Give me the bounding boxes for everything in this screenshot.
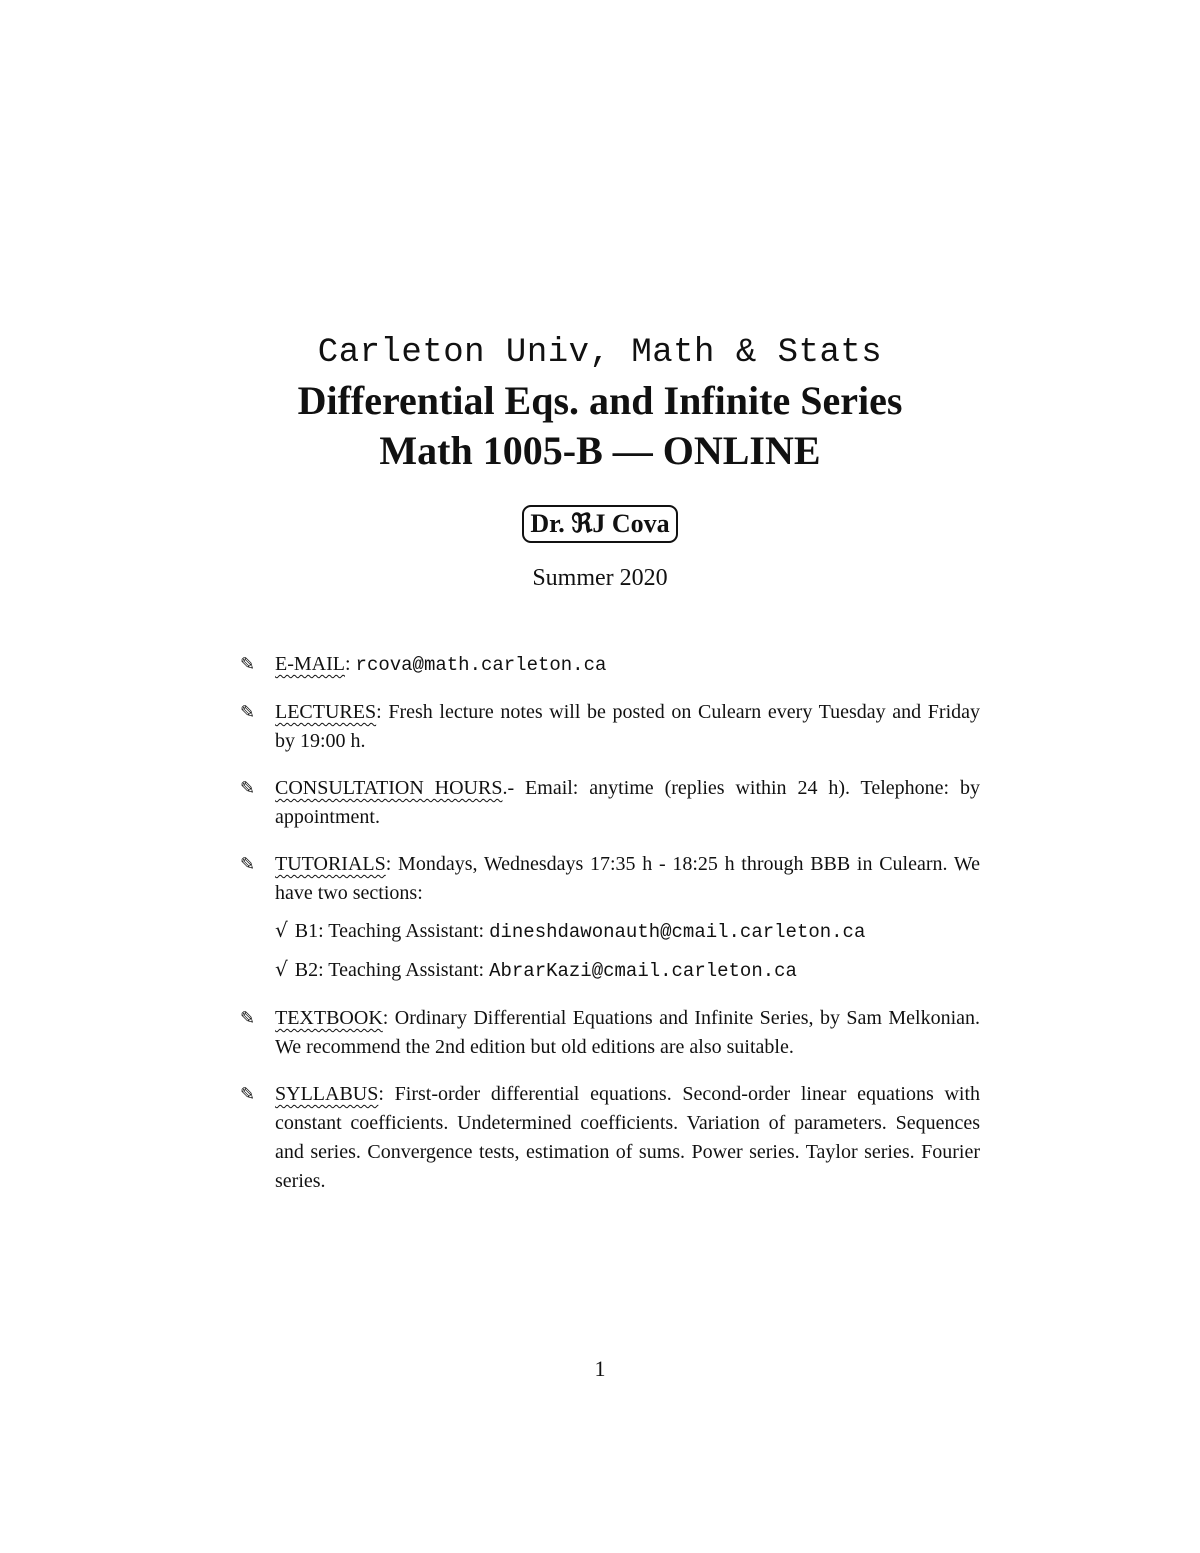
course-code: Math 1005-B — ONLINE bbox=[379, 428, 821, 473]
section-b2-email[interactable]: AbrarKazi@cmail.carleton.ca bbox=[489, 960, 797, 982]
section-b1-prefix: B1: Teaching Assistant: bbox=[294, 920, 485, 942]
instructor-wrap bbox=[0, 505, 1200, 543]
pencil-icon: ✎ bbox=[240, 854, 256, 875]
check-icon: √ bbox=[275, 918, 288, 942]
textbook-sep: : bbox=[382, 1007, 389, 1029]
tutorials-sep: : bbox=[385, 853, 392, 875]
course-title: Differential Eqs. and Infinite Series bbox=[297, 378, 903, 423]
item-consultation bbox=[240, 774, 980, 832]
item-tutorials bbox=[240, 850, 980, 986]
tutorials-label: TUTORIALS bbox=[275, 853, 386, 875]
university-line: Carleton Univ, Math & Stats bbox=[317, 334, 883, 372]
item-textbook bbox=[240, 1004, 980, 1062]
tutorials-text: Mondays, Wednesdays 17:35 h - 18:25 h through BBB in Culearn. We have two sections: bbox=[275, 853, 981, 904]
lectures-sep: : bbox=[376, 701, 382, 723]
tutorial-section-b2 bbox=[275, 955, 980, 986]
item-lectures bbox=[240, 698, 980, 756]
instructor-box: Dr. ℜJ Cova bbox=[522, 505, 677, 543]
check-icon: √ bbox=[275, 957, 288, 981]
lectures-text: Fresh lecture notes will be posted on Culearn every Tuesday and Friday by 19:00 h. bbox=[275, 701, 981, 752]
item-syllabus bbox=[240, 1080, 980, 1196]
tutorial-section-b1 bbox=[275, 916, 980, 947]
pencil-icon: ✎ bbox=[240, 1084, 256, 1105]
term: Summer 2020 bbox=[532, 565, 668, 591]
item-email bbox=[240, 650, 980, 680]
email-label: E-MAIL bbox=[275, 653, 345, 675]
syllabus-label: SYLLABUS bbox=[275, 1083, 379, 1105]
email-sep: : bbox=[344, 653, 351, 675]
pencil-icon: ✎ bbox=[240, 702, 256, 723]
page-number: 1 bbox=[594, 1356, 606, 1381]
term-wrap bbox=[0, 562, 1200, 594]
textbook-text: Ordinary Differential Equations and Infinite Series, by Sam Melkonian. We recommend the 2nd edition but old editions are also suitable. bbox=[275, 1007, 981, 1058]
consultation-text: Email: anytime (replies within 24 h). Telephone: by appointment. bbox=[275, 777, 980, 828]
syllabus-sep: : bbox=[378, 1083, 384, 1105]
consultation-sep: .- bbox=[502, 777, 515, 799]
pencil-icon: ✎ bbox=[240, 778, 256, 799]
section-b1-email[interactable]: dineshdawonauth@cmail.carleton.ca bbox=[489, 921, 866, 943]
section-b2-prefix: B2: Teaching Assistant: bbox=[294, 959, 485, 981]
title-block bbox=[0, 330, 1200, 476]
info-list bbox=[240, 650, 980, 1214]
consultation-label: CONSULTATION HOURS bbox=[275, 777, 503, 799]
lectures-label: LECTURES bbox=[275, 701, 377, 723]
pencil-icon: ✎ bbox=[240, 654, 256, 675]
textbook-label: TEXTBOOK bbox=[275, 1007, 383, 1029]
syllabus-text: First-order differential equations. Second-order linear equations with constant coefficients. Undetermined coefficients. Variation of parameters. Sequences and series. Convergence tests, estimation of sums. Power series. Taylor series. Fourier series. bbox=[275, 1083, 981, 1192]
email-address[interactable]: rcova@math.carleton.ca bbox=[355, 654, 607, 676]
pencil-icon: ✎ bbox=[240, 1008, 256, 1029]
